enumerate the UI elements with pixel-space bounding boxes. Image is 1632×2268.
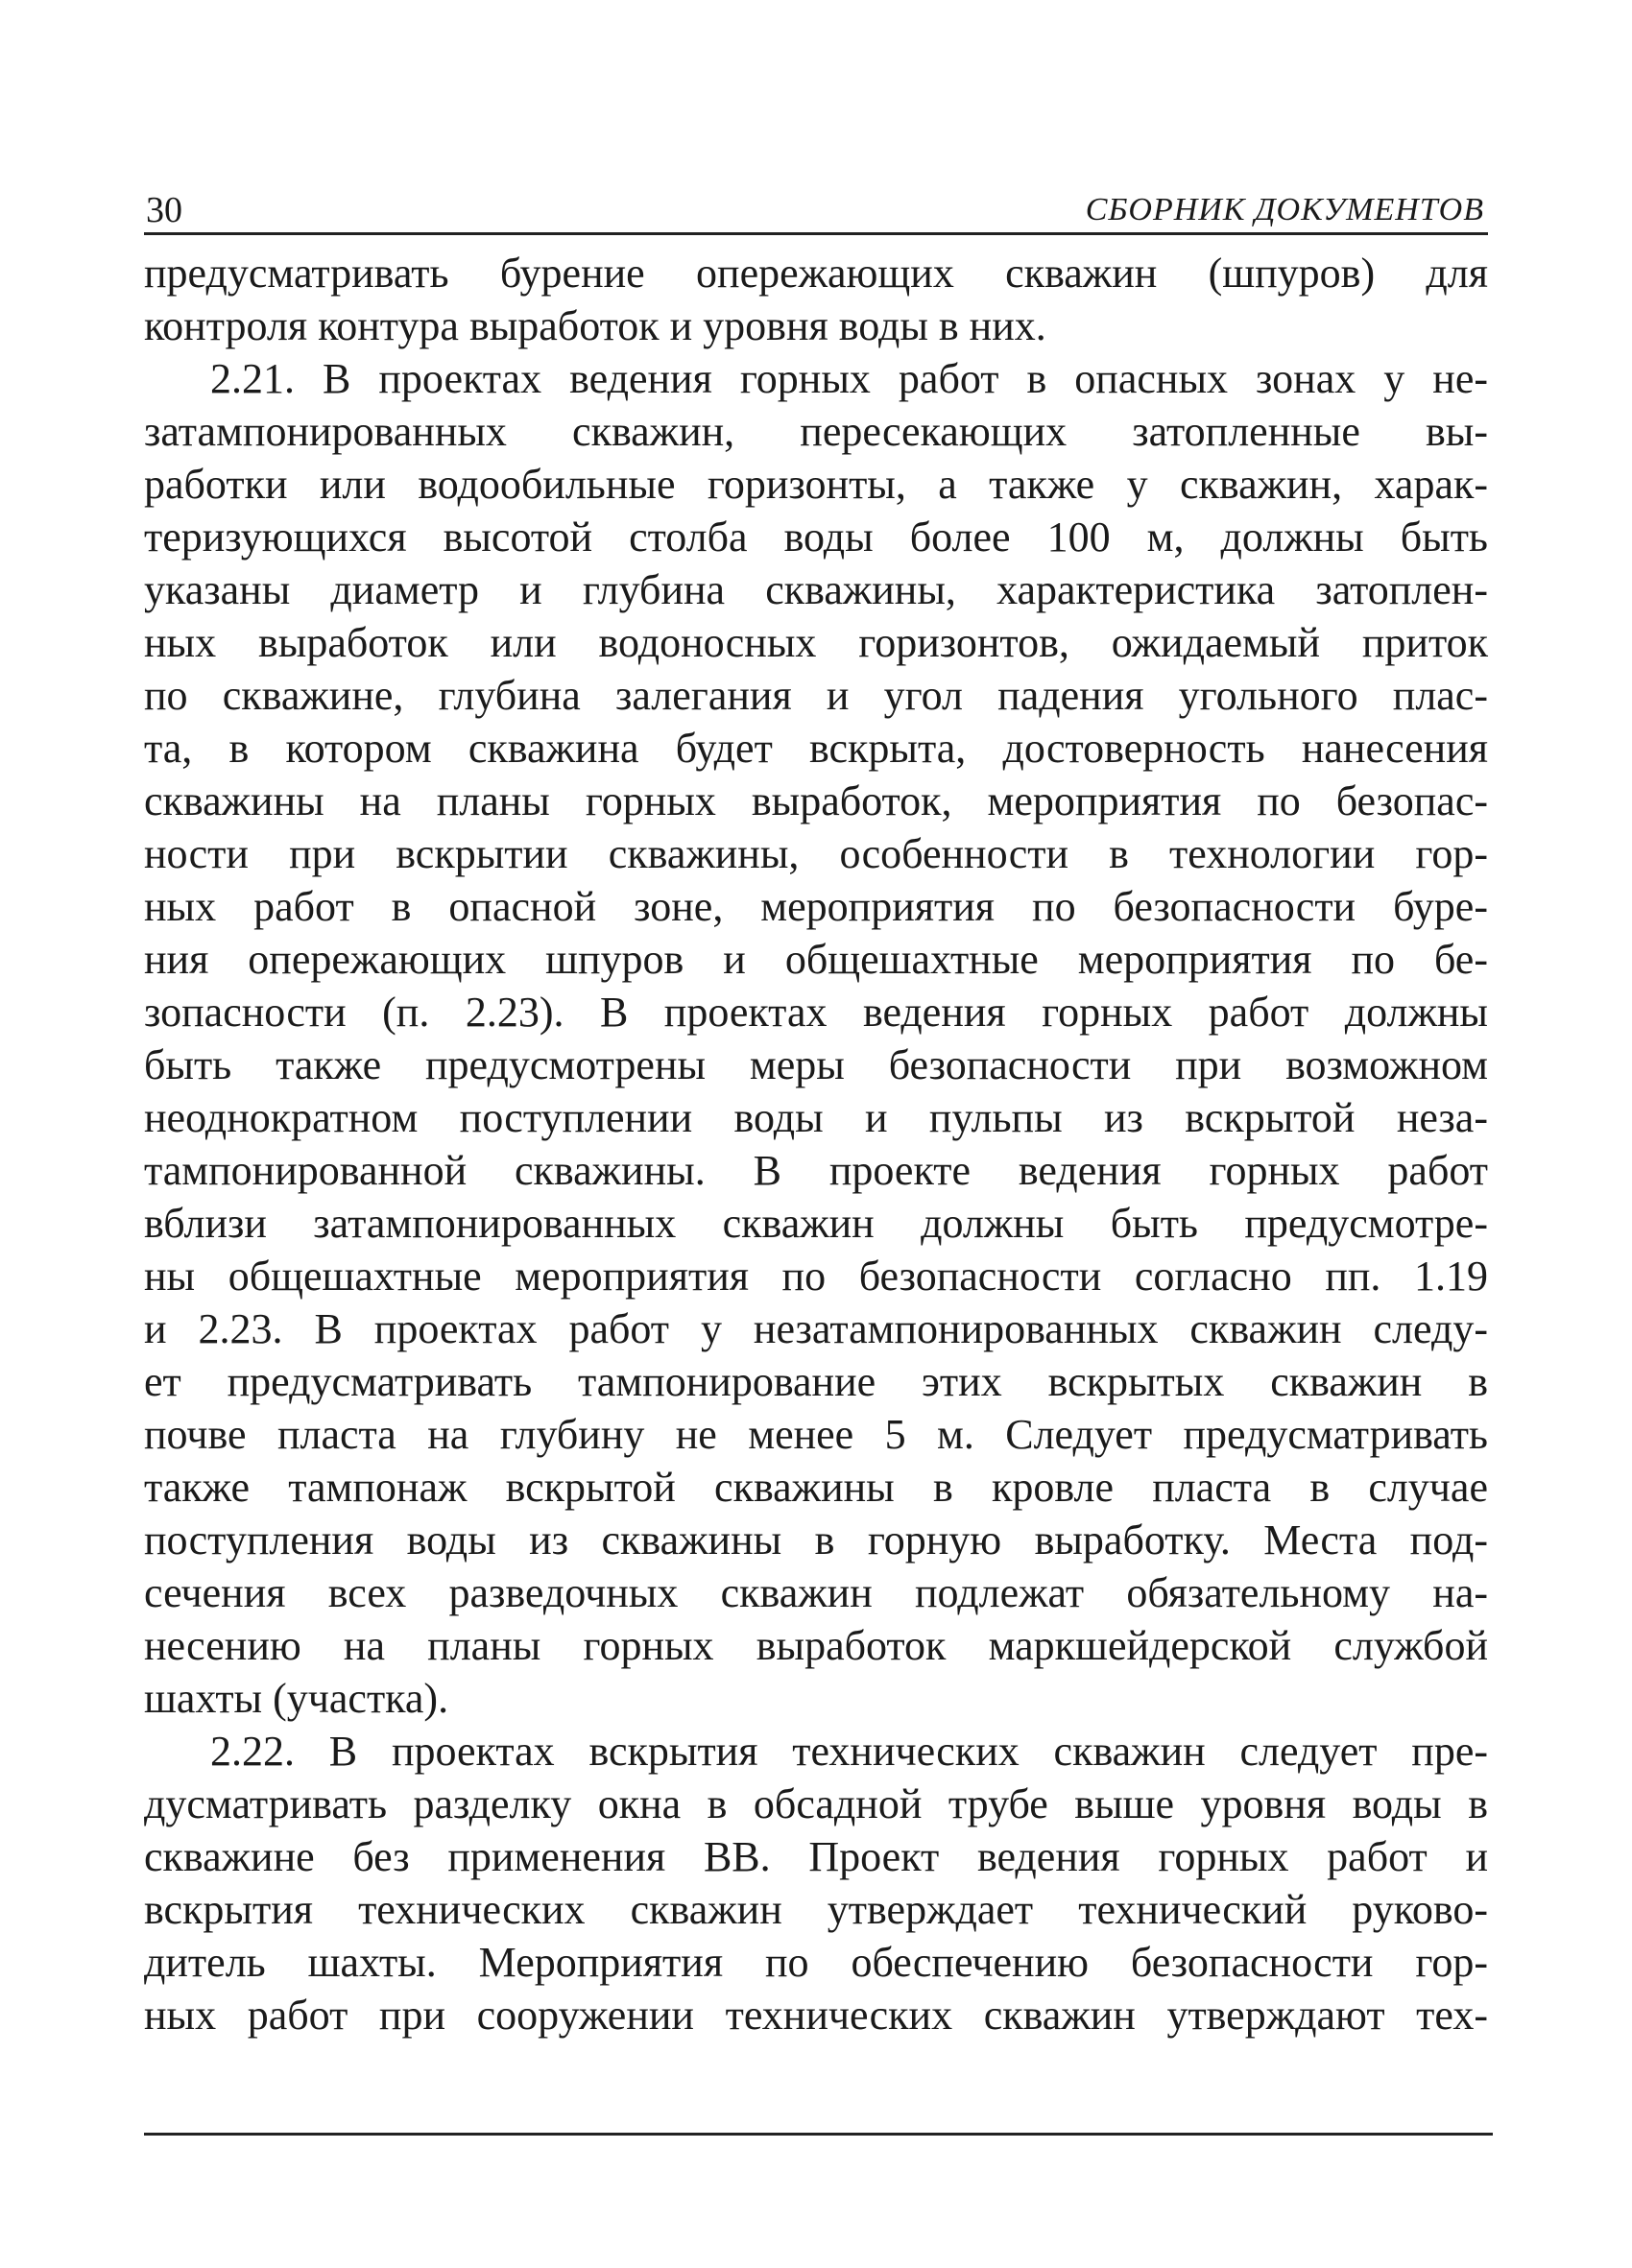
header-title: СБОРНИК ДОКУМЕНТОВ — [1085, 192, 1484, 227]
text-line: ния опережающих шпуров и общешахтные мероприятия по бе- — [144, 936, 1488, 983]
text-line: та, в котором скважина будет вскрыта, достоверность нанесения — [144, 725, 1488, 772]
bottom-rule — [144, 2133, 1493, 2136]
text-line: сечения всех разведочных скважин подлежат обязательному на- — [144, 1569, 1488, 1616]
text-line: вскрытия технических скважин утверждает технический руково- — [144, 1886, 1488, 1933]
text-line: шахты (участка). — [144, 1675, 449, 1722]
text-line: теризующихся высотой столба воды более 100 м, должны быть — [144, 513, 1488, 561]
text-line: ных работ в опасной зоне, мероприятия по безопасности буре- — [144, 883, 1488, 930]
text-line: дитель шахты. Мероприятия по обеспечению безопасности гор- — [144, 1939, 1488, 1986]
text-line: ет предусматривать тампонирование этих вскрытых скважин в — [144, 1358, 1488, 1405]
text-line: и 2.23. В проектах работ у незатампонированных скважин следу- — [144, 1305, 1488, 1352]
text-line: поступления воды из скважины в горную выработку. Места под- — [144, 1516, 1488, 1564]
text-line: указаны диаметр и глубина скважины, характеристика затоплен- — [144, 566, 1488, 613]
body-text — [144, 247, 1488, 2041]
text-line: вблизи затампонированных скважин должны быть предусмотре- — [144, 1200, 1488, 1247]
text-line: также тампонаж вскрытой скважины в кровле пласта в случае — [144, 1464, 1488, 1511]
text-line: предусматривать бурение опережающих скважин (шпуров) для — [144, 250, 1488, 297]
text-line: тампонированной скважины. В проекте ведения горных работ — [144, 1147, 1488, 1194]
page-number: 30 — [146, 190, 182, 230]
text-line: быть также предусмотрены меры безопасности при возможном — [144, 1041, 1488, 1088]
text-line: контроля контура выработок и уровня воды в них. — [144, 302, 1046, 349]
text-line: скважине без применения ВВ. Проект ведения горных работ и — [144, 1833, 1488, 1880]
text-line: несению на планы горных выработок маркшейдерской службой — [144, 1622, 1488, 1669]
text-line: почве пласта на глубину не менее 5 м. Следует предусматривать — [144, 1411, 1488, 1458]
text-line: дусматривать разделку окна в обсадной трубе выше уровня воды в — [144, 1780, 1488, 1827]
running-header — [144, 173, 1488, 235]
document-page — [144, 173, 1488, 2041]
text-line: работки или водообильные горизонты, а также у скважин, харак- — [144, 461, 1488, 508]
text-line: ности при вскрытии скважины, особенности в технологии гор- — [144, 830, 1488, 877]
text-line: ны общешахтные мероприятия по безопасности согласно пп. 1.19 — [144, 1253, 1488, 1300]
text-line: зопасности (п. 2.23). В проектах ведения горных работ должны — [144, 989, 1488, 1036]
text-line: 2.21. В проектах ведения горных работ в опасных зонах у не- — [210, 355, 1488, 402]
text-line: ных выработок или водоносных горизонтов, ожидаемый приток — [144, 619, 1488, 666]
text-line: по скважине, глубина залегания и угол падения угольного плас- — [144, 672, 1488, 719]
text-line: ных работ при сооружении технических скважин утверждают тех- — [144, 1992, 1488, 2039]
text-line: затампонированных скважин, пересекающих затопленные вы- — [144, 408, 1488, 455]
text-line: скважины на планы горных выработок, мероприятия по безопас- — [144, 777, 1488, 824]
text-line: 2.22. В проектах вскрытия технических скважин следует пре- — [210, 1728, 1488, 1775]
text-line: неоднократном поступлении воды и пульпы из вскрытой неза- — [144, 1094, 1488, 1141]
